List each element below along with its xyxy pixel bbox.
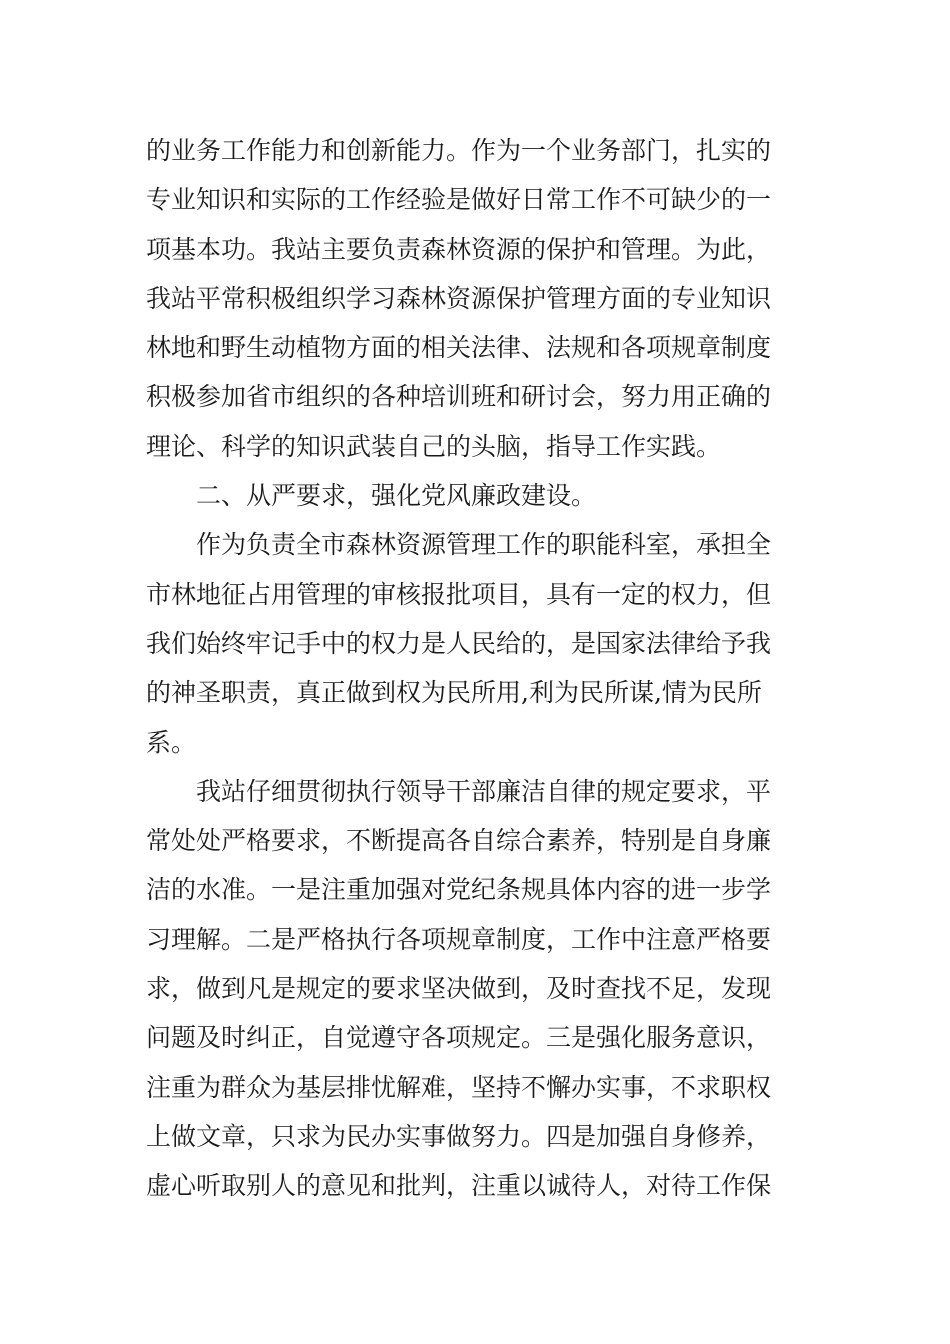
text-line: 的业务工作能力和创新能力。作为一个业务部门，扎实的 (146, 136, 772, 165)
text-line: 系。 (146, 727, 197, 757)
text-line: 注重为群众为基层排忧解难，坚持不懈办实事，不求职权 (146, 1072, 772, 1102)
text-line: 问题及时纠正，自觉遵守各项规定。三是强化服务意识， (146, 1023, 772, 1053)
text-line: 积极参加省市组织的各种培训班和研讨会，努力用正确的 (146, 382, 772, 412)
text-line: 市林地征占用管理的审核报批项目，具有一定的权力，但 (146, 579, 772, 609)
text-line: 求，做到凡是规定的要求坚决做到，及时查找不足，发现 (146, 974, 772, 1004)
section-heading: 二、从严要求，强化党风廉政建设。 (196, 481, 597, 511)
text-line: 我们始终牢记手中的权力是人民给的，是国家法律给予我 (146, 628, 772, 658)
text-line: 习理解。二是严格执行各项规章制度，工作中注意严格要 (146, 924, 772, 954)
text-line: 林地和野生动植物方面的相关法律、法规和各项规章制度 (146, 333, 772, 363)
document-body (146, 126, 806, 1211)
text-line: 理论、科学的知识武装自己的头脑，指导工作实践。 (146, 431, 722, 461)
text-line: 洁的水准。一是注重加强对党纪条规具体内容的进一步学 (146, 875, 772, 905)
text-line: 项基本功。我站主要负责森林资源的保护和管理。为此， (146, 234, 772, 264)
text-line: 我站仔细贯彻执行领导干部廉洁自律的规定要求，平 (196, 776, 772, 806)
text-line: 我站平常积极组织学习森林资源保护管理方面的专业知识 (146, 283, 772, 313)
text-line: 虚心听取别人的意见和批判，注重以诚待人，对待工作保 (146, 1171, 772, 1201)
text-line: 常处处严格要求，不断提高各自综合素养，特别是自身廉 (146, 826, 772, 856)
text-line: 作为负责全市森林资源管理工作的职能科室，承担全 (196, 530, 772, 560)
text-line: 专业知识和实际的工作经验是做好日常工作不可缺少的一 (146, 185, 772, 215)
text-line: 上做文章，只求为民办实事做努力。四是加强自身修养， (146, 1121, 772, 1151)
text-line: 的神圣职责，真正做到权为民所用,利为民所谋,情为民所 (146, 678, 762, 708)
